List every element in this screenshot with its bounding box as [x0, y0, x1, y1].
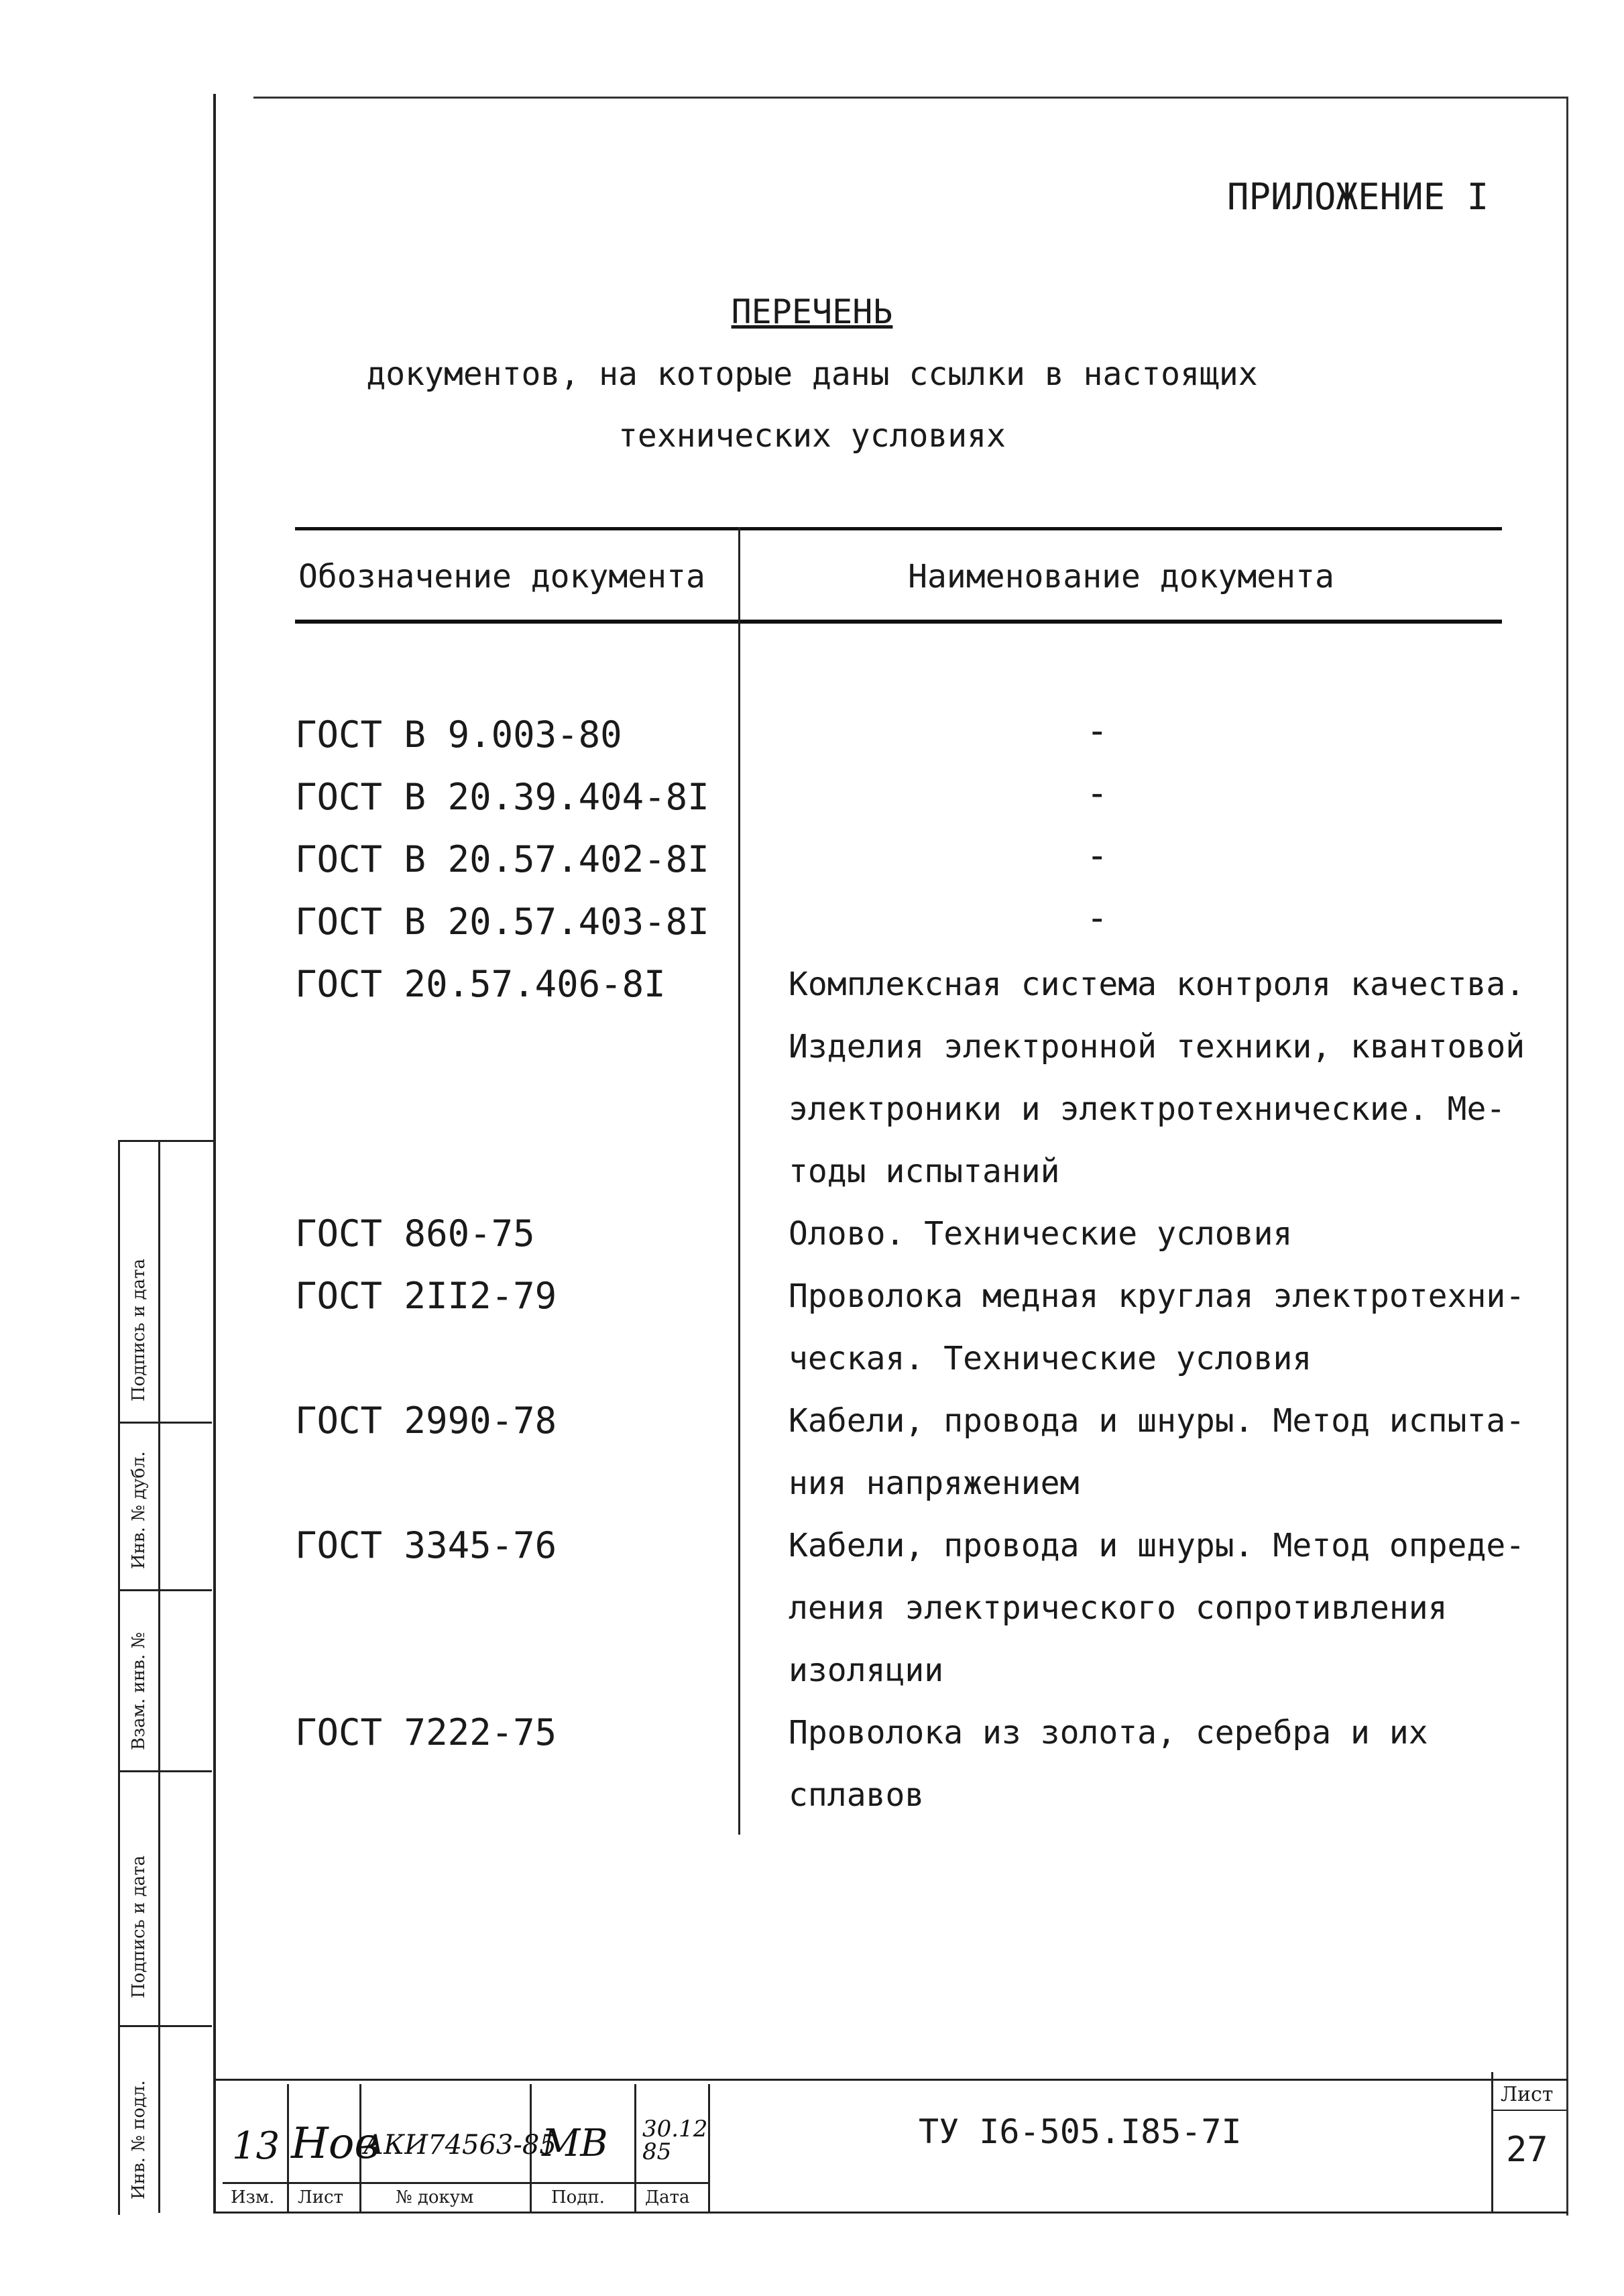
side-strip-rule-1: [118, 1422, 212, 1424]
document-designation: ТУ I6-505.I85-7I: [919, 2112, 1242, 2151]
row-2-name: -: [1086, 772, 1108, 814]
handwritten-date: 30.12 85: [642, 2116, 708, 2165]
row-5-name-line-1: Комплексная система контроля качества.: [789, 966, 1525, 1003]
row-9-code: ГОСТ 3345-76: [295, 1524, 557, 1566]
handwritten-doc-number: АКИ74563-85: [363, 2130, 557, 2161]
handwritten-izm: 13: [232, 2124, 280, 2168]
row-8-name-line-2: ния напряжением: [789, 1465, 1080, 1502]
row-4-code: ГОСТ В 20.57.403-8I: [295, 901, 709, 943]
title-block-sheet-rule: [1493, 2110, 1566, 2111]
title-block-col-4: [634, 2084, 636, 2213]
side-strip-divider: [158, 1140, 160, 2213]
side-label-signature-date-1: Подпись и дата: [129, 1259, 149, 1401]
row-10-code: ГОСТ 7222-75: [295, 1711, 557, 1754]
label-list: Лист: [298, 2187, 343, 2207]
row-8-code: ГОСТ 2990-78: [295, 1399, 557, 1442]
row-10-name-line-1: Проволока из золота, серебра и их: [789, 1714, 1428, 1752]
row-1-name: -: [1086, 709, 1108, 752]
title-block-label-rule: [223, 2182, 709, 2184]
row-1-code: ГОСТ В 9.003-80: [295, 713, 622, 756]
handwritten-list: Нов: [291, 2119, 380, 2169]
row-10-name-line-2: сплавов: [789, 1776, 925, 1814]
column-header-name: Наименование документа: [908, 558, 1334, 595]
side-label-signature-date-2: Подпись и дата: [129, 1855, 149, 1998]
title-block-col-1: [287, 2084, 289, 2213]
title-block-top-rule: [213, 2079, 1568, 2081]
row-8-name-line-1: Кабели, провода и шнуры. Метод испыта-: [789, 1402, 1525, 1440]
row-3-code: ГОСТ В 20.57.402-8I: [295, 838, 709, 880]
row-9-name-line-2: ления электрического сопротивления: [789, 1589, 1448, 1627]
label-izm: Изм.: [231, 2187, 275, 2207]
column-header-designation: Обозначение документа: [298, 558, 705, 595]
row-6-name-line-1: Олово. Технические условия: [789, 1215, 1293, 1253]
appendix-label: ПРИЛОЖЕНИЕ I: [1227, 176, 1489, 218]
row-7-code: ГОСТ 2II2-79: [295, 1275, 557, 1317]
row-9-name-line-3: изоляции: [789, 1652, 944, 1689]
side-label-duplicate-inventory: Инв. № дубл.: [129, 1451, 149, 1569]
label-signature: Подп.: [551, 2187, 605, 2207]
subtitle-line-2: технических условиях: [618, 417, 1006, 455]
subtitle-line-1: документов, на которые даны ссылки в настоящих: [366, 355, 1258, 393]
label-doc-number: № докум: [396, 2187, 474, 2207]
row-7-name-line-1: Проволока медная круглая электротехни-: [789, 1277, 1525, 1315]
row-5-code: ГОСТ 20.57.406-8I: [295, 963, 666, 1005]
row-5-name-line-4: тоды испытаний: [789, 1153, 1060, 1190]
side-label-original-inventory: Инв. № подл.: [129, 2080, 149, 2199]
row-3-name: -: [1086, 834, 1108, 876]
sheet-number: 27: [1506, 2130, 1548, 2170]
sheet-label: Лист: [1501, 2083, 1554, 2106]
row-4-name: -: [1086, 897, 1108, 939]
page-title-text: ПЕРЕЧЕНЬ: [731, 292, 893, 331]
title-block-col-5: [708, 2084, 710, 2213]
row-6-code: ГОСТ 860-75: [295, 1212, 535, 1255]
side-strip-rule-2: [118, 1589, 212, 1591]
row-7-name-line-2: ческая. Технические условия: [789, 1340, 1312, 1377]
row-2-code: ГОСТ В 20.39.404-8I: [295, 776, 709, 818]
title-block-sheet-col: [1491, 2072, 1493, 2213]
side-strip-rule-4: [118, 2025, 212, 2027]
side-label-replaced-inventory: Взам. инв. №: [129, 1632, 149, 1750]
row-5-name-line-2: Изделия электронной техники, квантовой: [789, 1028, 1525, 1066]
label-date: Дата: [645, 2187, 690, 2207]
handwritten-signature: МВ: [542, 2122, 608, 2165]
row-5-name-line-3: электроники и электротехнические. Ме-: [789, 1090, 1506, 1128]
row-9-name-line-1: Кабели, провода и шнуры. Метод опреде-: [789, 1527, 1525, 1564]
side-strip-rule-3: [118, 1770, 212, 1772]
